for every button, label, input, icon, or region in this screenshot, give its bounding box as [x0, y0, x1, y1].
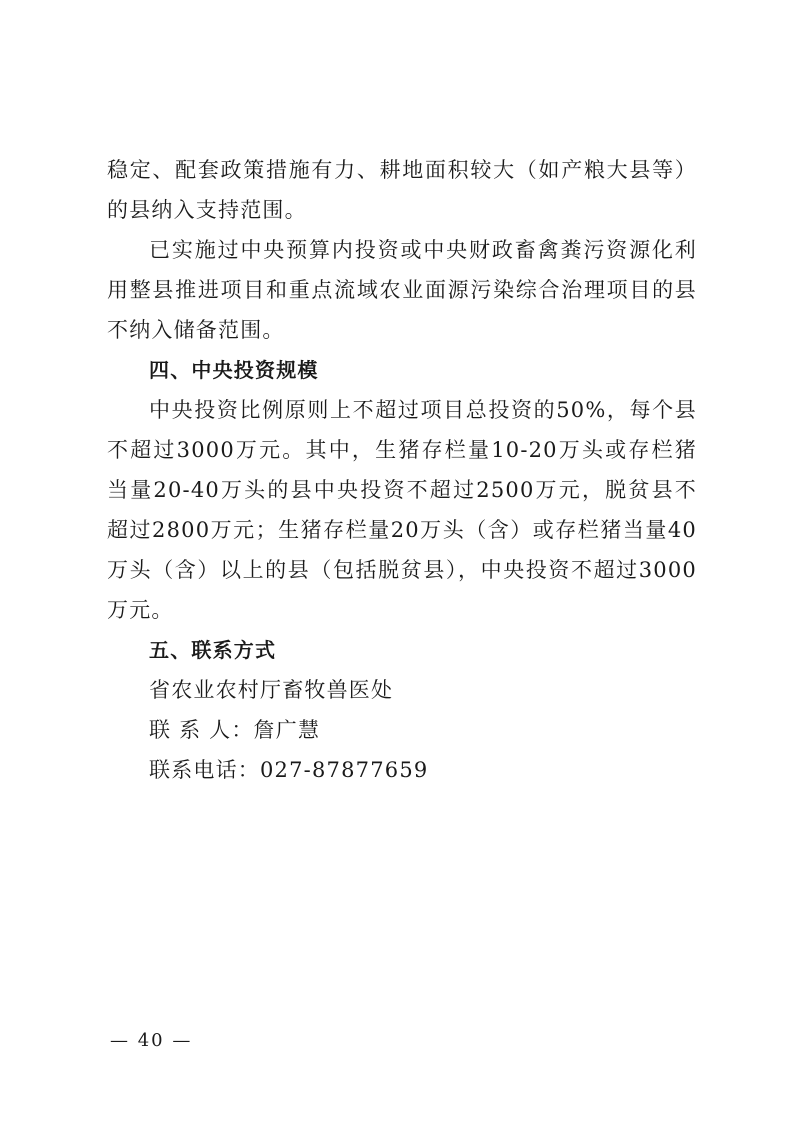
page-number: — 40 —	[110, 1030, 193, 1051]
paragraph-investment-scale: 中央投资比例原则上不超过项目总投资的50%，每个县不超过3000万元。其中，生猪存栏量10-20万头或存栏猪当量20-40万头的县中央投资不超过2500万元，脱贫县不超过2800万元；生猪存栏量20万头（含）或存栏猪当量40万头（含）以上的县（包括脱贫县），中央投资不超过3000万元。	[107, 398, 697, 622]
paragraph-exclusion: 已实施过中央预算内投资或中央财政畜禽粪污资源化利用整县推进项目和重点流域农业面源污染综合治理项目的县不纳入储备范围。	[107, 238, 697, 342]
paragraph-scope-continuation: 稳定、配套政策措施有力、耕地面积较大（如产粮大县等）的县纳入支持范围。	[107, 158, 697, 222]
contact-organization: 省农业农村厅畜牧兽医处	[149, 678, 394, 702]
document-body	[107, 150, 697, 790]
section-heading-investment-scale: 四、中央投资规模	[149, 358, 319, 382]
contact-person: 联 系 人：詹广慧	[149, 718, 321, 742]
section-heading-contact: 五、联系方式	[149, 638, 277, 662]
contact-phone: 联系电话：027-87877659	[149, 758, 429, 782]
